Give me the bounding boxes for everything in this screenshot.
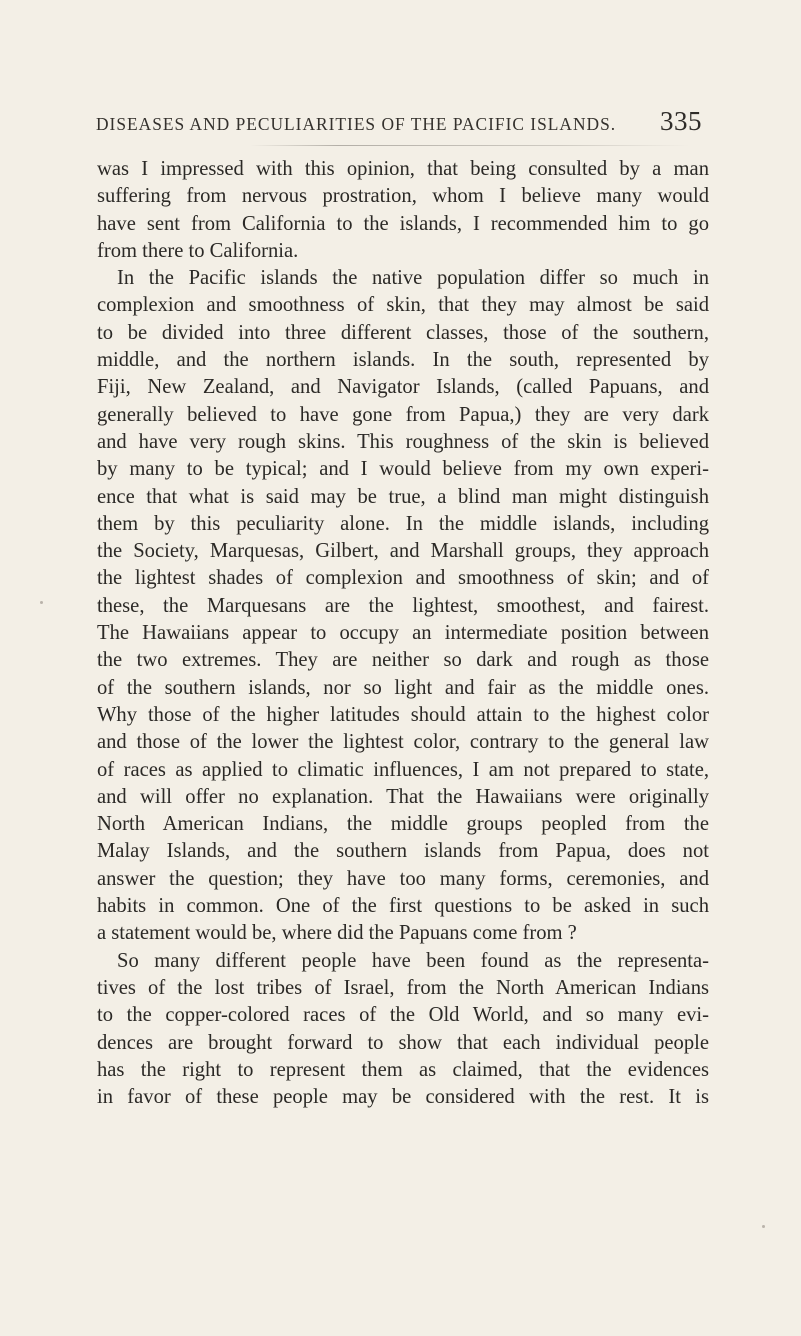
- text-line: the Society, Marquesas, Gilbert, and Marshall groups, they approach: [97, 540, 709, 563]
- paper-speck: [40, 601, 43, 604]
- text-line: In the Pacific islands the native population differ so much in: [117, 267, 709, 290]
- text-line: and have very rough skins. This roughness of the skin is believed: [97, 430, 709, 453]
- text-line: So many different people have been found as the representa-: [117, 949, 709, 972]
- text-line: from there to California.: [97, 239, 299, 262]
- text-line: Why those of the higher latitudes should attain to the highest color: [97, 703, 709, 726]
- text-line: and those of the lower the lightest color, contrary to the general law: [97, 731, 709, 754]
- text-line: was I impressed with this opinion, that being consulted by a man: [97, 158, 709, 180]
- text-line: North American Indians, the middle groups peopled from the: [97, 813, 709, 836]
- text-line: habits in common. One of the first questions to be asked in such: [97, 895, 709, 918]
- text-line: of the southern islands, nor so light and fair as the middle ones.: [97, 676, 709, 699]
- body-text: [97, 156, 709, 1111]
- text-line: in favor of these people may be considered with the rest. It is: [97, 1086, 709, 1109]
- text-line: the lightest shades of complexion and smoothness of skin; and of: [97, 567, 709, 590]
- text-line: these, the Marquesans are the lightest, smoothest, and fairest.: [97, 594, 709, 617]
- paper-speck: [762, 1225, 765, 1228]
- text-line: ence that what is said may be true, a blind man might distinguish: [97, 485, 709, 508]
- text-line: Fiji, New Zealand, and Navigator Islands, (called Papuans, and: [97, 376, 709, 399]
- text-line: tives of the lost tribes of Israel, from the North American Indians: [97, 976, 709, 999]
- text-line: by many to be typical; and I would believe from my own experi-: [97, 458, 709, 481]
- text-line: The Hawaiians appear to occupy an intermediate position between: [97, 622, 709, 645]
- text-line: suffering from nervous prostration, whom I believe many would: [97, 185, 709, 208]
- page-number: 335: [660, 106, 702, 136]
- text-line: complexion and smoothness of skin, that they may almost be said: [97, 294, 709, 317]
- text-line: and will offer no explanation. That the Hawaiians were originally: [97, 785, 709, 808]
- text-line: Malay Islands, and the southern islands from Papua, does not: [97, 840, 709, 863]
- running-head: [96, 104, 708, 134]
- text-line: has the right to represent them as claimed, that the evidences: [97, 1058, 709, 1081]
- text-line: to be divided into three different classes, those of the southern,: [97, 321, 709, 344]
- text-line: to the copper-colored races of the Old World, and so many evi-: [97, 1004, 709, 1027]
- text-line: the two extremes. They are neither so dark and rough as those: [97, 649, 709, 672]
- text-line: generally believed to have gone from Papua,) they are very dark: [97, 403, 709, 426]
- text-line: middle, and the northern islands. In the south, represented by: [97, 349, 709, 372]
- text-line: of races as applied to climatic influences, I am not prepared to state,: [97, 758, 709, 781]
- text-line: answer the question; they have too many forms, ceremonies, and: [97, 867, 709, 890]
- header-rule: [250, 145, 690, 146]
- text-line: dences are brought forward to show that each individual people: [97, 1031, 709, 1054]
- running-title: DISEASES AND PECULIARITIES OF THE PACIFIC ISLANDS.: [96, 114, 617, 134]
- text-line: them by this peculiarity alone. In the middle islands, including: [97, 512, 709, 535]
- text-line: have sent from California to the islands, I recommended him to go: [97, 212, 709, 235]
- text-line: a statement would be, where did the Papuans come from ?: [97, 922, 577, 945]
